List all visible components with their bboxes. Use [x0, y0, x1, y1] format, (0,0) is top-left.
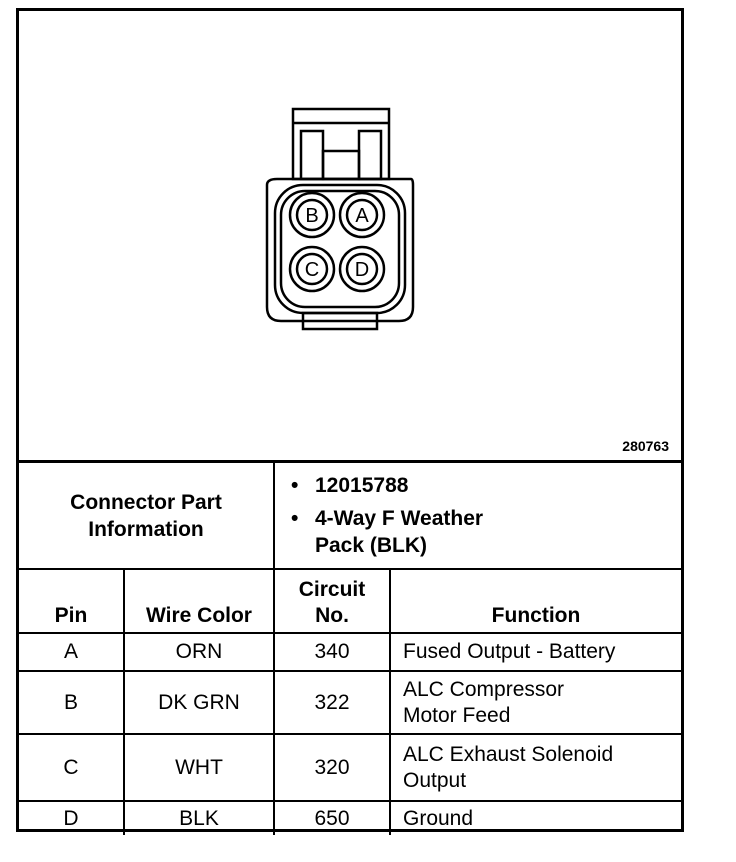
connector-diagram-frame	[16, 8, 684, 832]
pin-cell: B	[19, 671, 124, 734]
circuit-cell: 322	[274, 671, 390, 734]
circuit-cell: 650	[274, 801, 390, 835]
function-cell: Fused Output - Battery	[390, 633, 681, 671]
connector-type-item: • 4-Way F Weather Pack (BLK)	[291, 507, 484, 557]
wire-color-cell: DK GRN	[124, 671, 274, 734]
pin-label-a: A	[355, 205, 369, 227]
pin-cell: C	[19, 734, 124, 801]
figure-id: 280763	[622, 438, 669, 454]
wire-color-cell: WHT	[124, 734, 274, 801]
table-row	[19, 633, 681, 671]
wire-color-cell: ORN	[124, 633, 274, 671]
circuit-cell: 320	[274, 734, 390, 801]
header-circuit-no: Circuit No.	[274, 569, 390, 633]
connector-table	[19, 463, 681, 835]
table-row	[19, 671, 681, 734]
function-cell: ALC Exhaust Solenoid Output	[390, 734, 681, 801]
header-pin: Pin	[19, 569, 124, 633]
header-function: Function	[390, 569, 681, 633]
connector-figure	[19, 11, 681, 463]
pin-label-c: C	[304, 259, 320, 281]
wire-color-cell: BLK	[124, 801, 274, 835]
table-header-row	[19, 569, 681, 633]
connector-info-row	[19, 463, 681, 569]
part-number-item: • 12015788	[291, 474, 409, 497]
pin-cell: D	[19, 801, 124, 835]
table-row	[19, 801, 681, 835]
function-cell: Ground	[390, 801, 681, 835]
circuit-cell: 340	[274, 633, 390, 671]
connector-latch	[293, 109, 389, 179]
table-row	[19, 734, 681, 801]
pin-label-d: D	[354, 259, 370, 281]
connector-part-label: Connector Part Information	[19, 463, 274, 569]
pin-label-b: B	[305, 205, 319, 227]
connector-part-info	[274, 463, 681, 569]
connector-drawing	[19, 11, 681, 460]
pin-cell: A	[19, 633, 124, 671]
function-cell: ALC Compressor Motor Feed	[390, 671, 681, 734]
header-wire-color: Wire Color	[124, 569, 274, 633]
